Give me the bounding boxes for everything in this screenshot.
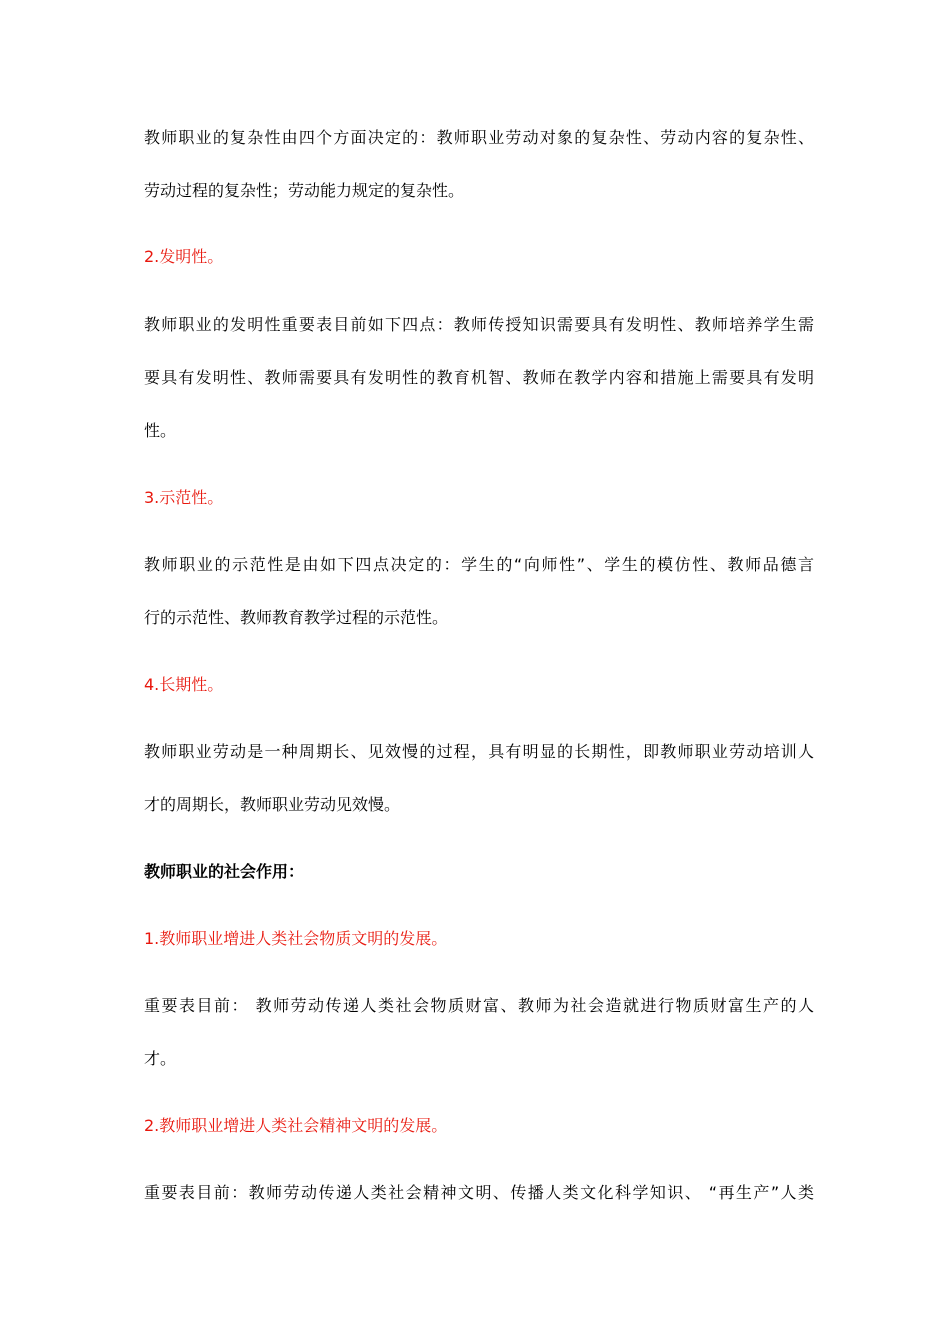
section-heading: 1.教师职业增进人类社会物质文明的发展。 [144,929,448,948]
section-heading: 3.示范性。 [144,488,224,507]
paragraph-line: 重要表目前：教师劳动传递人类社会精神文明、传播人类文化科学知识、 “再生产”人类 [144,1183,814,1202]
paragraph-line: 才的周期长，教师职业劳动见效慢。 [144,795,401,814]
paragraph-line: 性。 [144,421,177,440]
paragraph-line: 教师职业的示范性是由如下四点决定的：学生的“向师性”、学生的模仿性、教师品德言 [144,555,814,574]
section-heading: 2.教师职业增进人类社会精神文明的发展。 [144,1116,448,1135]
paragraph-line: 教师职业的发明性重要表目前如下四点：教师传授知识需要具有发明性、教师培养学生需 [144,315,814,334]
paragraph-line: 教师职业劳动是一种周期长、见效慢的过程，具有明显的长期性，即教师职业劳动培训人 [144,742,814,761]
paragraph-line: 才。 [144,1049,177,1068]
paragraph-line: 教师职业的复杂性由四个方面决定的：教师职业劳动对象的复杂性、劳动内容的复杂性、 [144,128,814,147]
paragraph-line: 行的示范性、教师教育教学过程的示范性。 [144,608,449,627]
paragraph-line: 劳动过程的复杂性；劳动能力规定的复杂性。 [144,181,465,200]
paragraph-line: 要具有发明性、教师需要具有发明性的教育机智、教师在教学内容和措施上需要具有发明 [144,368,814,387]
paragraph-line: 重要表目前： 教师劳动传递人类社会物质财富、教师为社会造就进行物质财富生产的人 [144,996,814,1015]
bold-heading: 教师职业的社会作用： [144,862,305,881]
section-heading: 4.长期性。 [144,675,224,694]
section-heading: 2.发明性。 [144,247,224,266]
